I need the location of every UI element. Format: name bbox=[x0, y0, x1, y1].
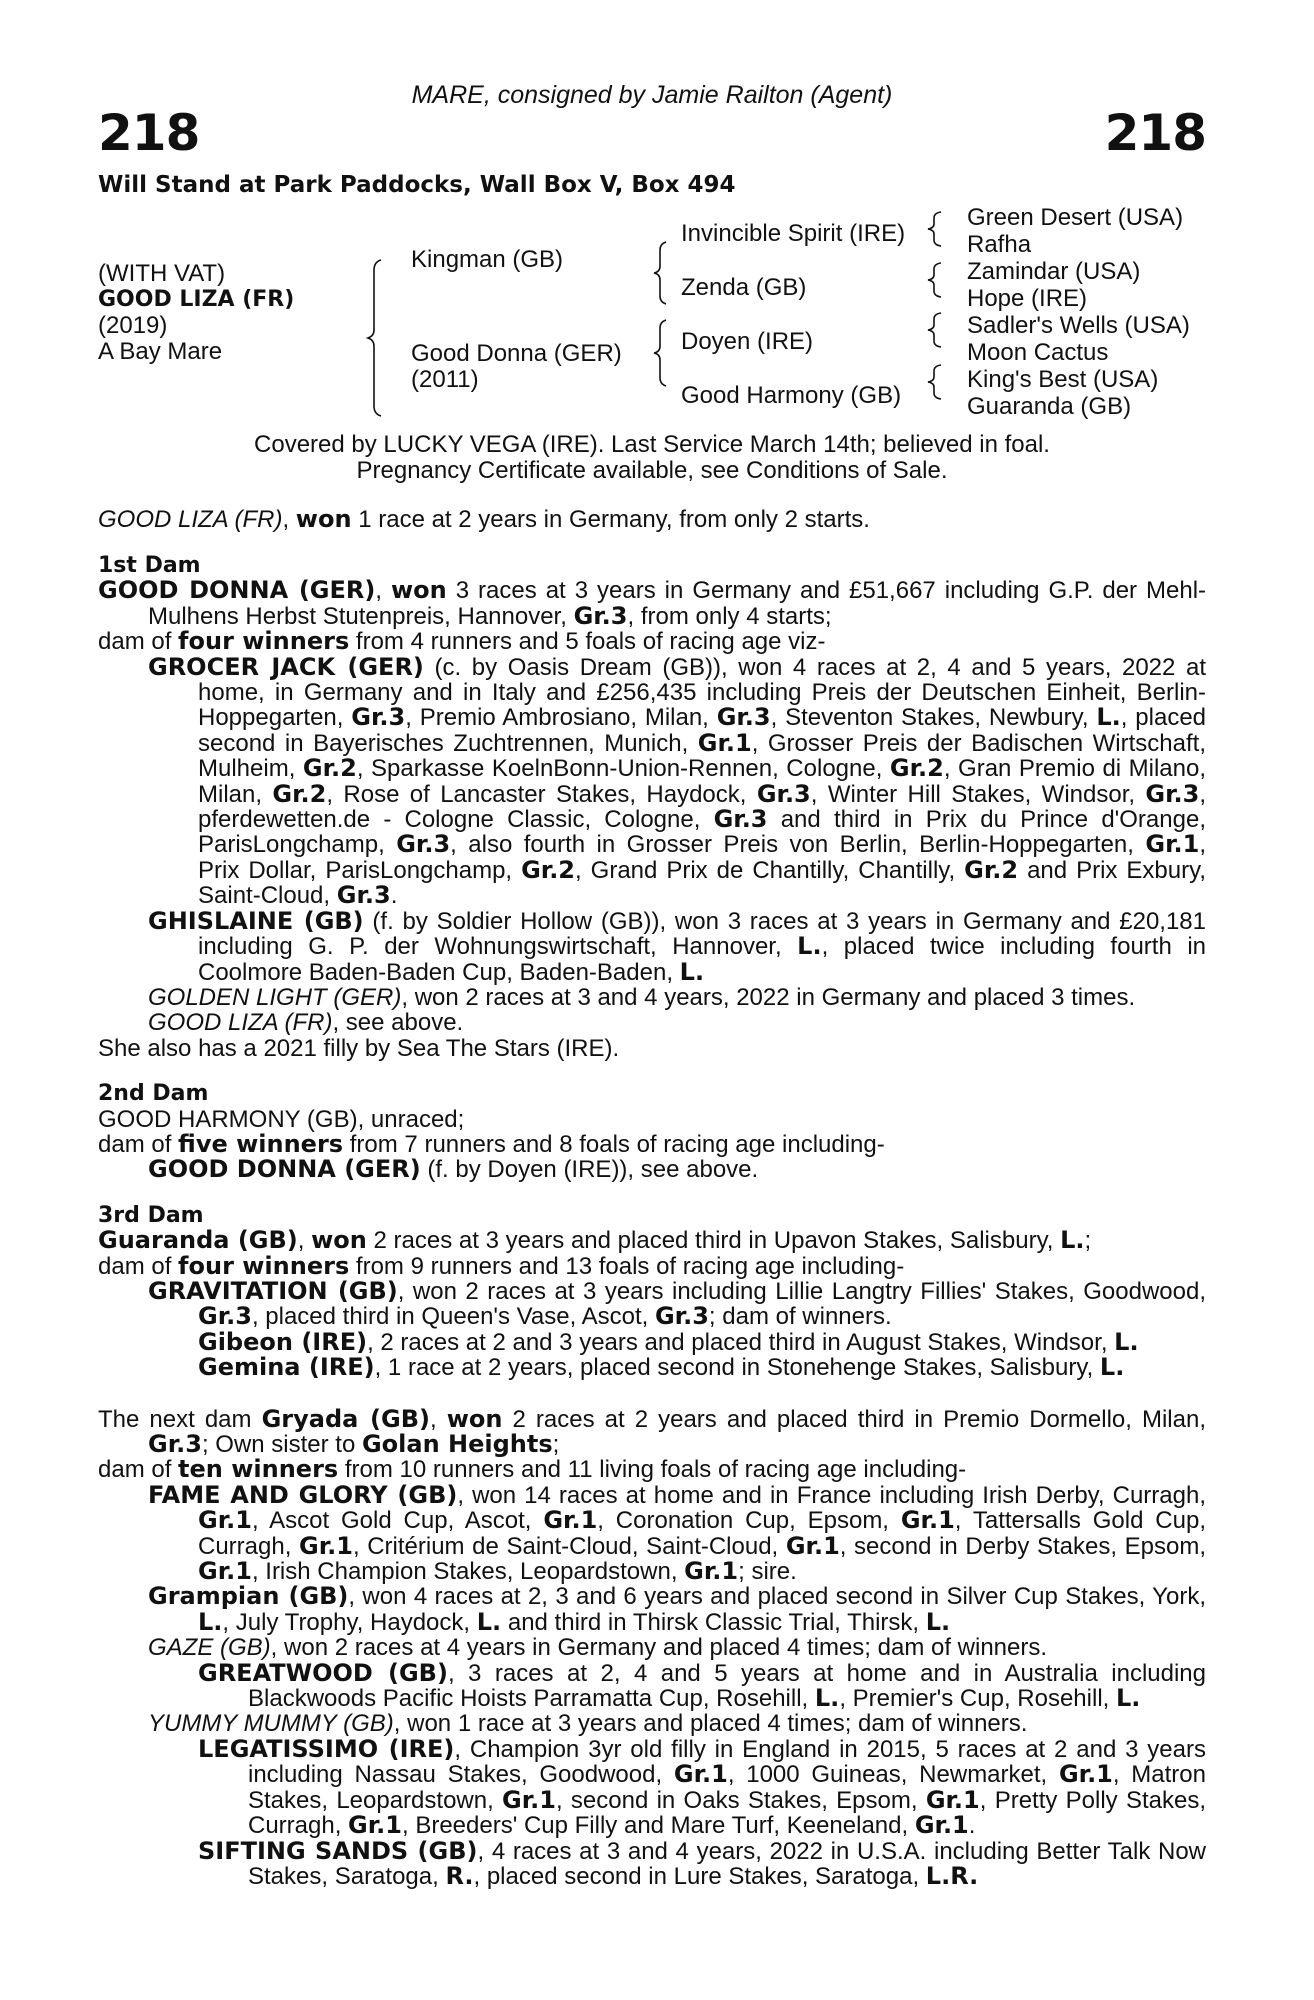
entry-text: , won 2 races at 4 years in Germany and placed 4 times; dam of winners. bbox=[270, 1634, 1048, 1662]
horse-name-bold: GOOD DONNA (GER) bbox=[98, 576, 376, 605]
grade: L. bbox=[1099, 1353, 1125, 1382]
entry-text: , from only 4 starts; bbox=[627, 602, 832, 630]
grade: Gr.1 bbox=[900, 1506, 955, 1535]
winners-count: four winners bbox=[178, 627, 350, 656]
horse-name: GOOD LIZA (FR) bbox=[98, 287, 295, 312]
entry-text: , pferdewetten.de - Cologne Classic, Cologne, bbox=[198, 780, 1207, 834]
entry-text: ; dam of winners. bbox=[708, 1303, 892, 1331]
pedigree-ssd: Rafha bbox=[967, 231, 1032, 258]
grade: Gr.1 bbox=[914, 1811, 969, 1840]
horse-description: A Bay Mare bbox=[98, 338, 223, 365]
entry-text: , 1000 Guineas, Newmarket, bbox=[727, 1761, 1059, 1789]
horse-name-bold: GRAVITATION (GB) bbox=[148, 1276, 398, 1305]
entry-text: from 10 runners and 11 living foals of racing age including- bbox=[338, 1456, 967, 1484]
covered-line-1: Covered by LUCKY VEGA (IRE). Last Service March 14th; believed in foal. bbox=[254, 431, 1050, 458]
grade: L. bbox=[925, 1607, 951, 1636]
entry-text: dam of bbox=[98, 628, 179, 656]
horse-name-italic: GOOD LIZA (FR) bbox=[148, 1009, 333, 1037]
grade: L. bbox=[814, 1684, 840, 1713]
entry-text: dam of bbox=[98, 1252, 179, 1280]
pedigree-dds: King's Best (USA) bbox=[967, 366, 1159, 393]
next-dam-section bbox=[98, 1404, 1207, 1890]
won-bold: won bbox=[446, 1404, 503, 1433]
entry-text: dam of bbox=[98, 1130, 179, 1158]
entry-text: (c. by Oasis Dream (GB)), won 4 races at 2, 4 and 5 years, 2022 at home, in Germany and in Italy and £256,435 including Preis der Deutschen Einheit, Berlin-Hoppegarten, bbox=[198, 653, 1206, 732]
pedigree-dam-dam: Good Harmony (GB) bbox=[681, 382, 902, 409]
entry-text: , Prix Dollar, ParisLongchamp, bbox=[198, 831, 1206, 884]
first-dam-section bbox=[98, 553, 1206, 1061]
grade: Gr.1 bbox=[1145, 830, 1200, 859]
entry-text: ; sire. bbox=[738, 1558, 797, 1586]
entry-text: , Critérium de Saint-Cloud, Saint-Cloud, bbox=[352, 1532, 786, 1560]
grade: Gr.3 bbox=[573, 601, 628, 630]
entry-text: from 4 runners and 5 foals of racing age viz- bbox=[349, 628, 826, 656]
entry-text: , Coronation Cup, Epsom, bbox=[597, 1507, 901, 1535]
produce-sifting-sands bbox=[98, 1836, 1206, 1890]
grade: Gr.3 bbox=[1145, 779, 1200, 808]
entry-text: , Grosser Preis der Badischen Wirtschaft, Mulheim, bbox=[198, 729, 1206, 783]
entry-text: 2 races at 2 years and placed third in Premio Dormello, Milan, bbox=[502, 1405, 1206, 1433]
third-dam-entry: Guaranda (GB), won 2 races at 3 years and placed third in Upavon Stakes, Salisbury, L.; bbox=[98, 1226, 1092, 1255]
produce-ghislaine bbox=[98, 906, 1207, 986]
pedigree-dam: Good Donna (GER) bbox=[411, 340, 622, 367]
pedigree-dam-sire: Doyen (IRE) bbox=[681, 328, 814, 355]
grade: Gr.3 bbox=[396, 830, 451, 859]
entry-text: , won 14 races at home and in France including Irish Derby, Curragh, bbox=[457, 1481, 1206, 1509]
horse-name-bold: Gryada (GB) bbox=[261, 1404, 430, 1433]
grade: Gr.2 bbox=[964, 855, 1019, 884]
second-dam-produce-line bbox=[98, 1129, 1206, 1158]
grade: Gr.2 bbox=[521, 855, 576, 884]
entry-text: , won 2 races at 3 and 4 years, 2022 in Germany and placed 3 times. bbox=[401, 983, 1136, 1011]
pedigree-sire: Kingman (GB) bbox=[411, 246, 564, 273]
lot-number-right: 218 bbox=[1104, 104, 1206, 162]
covered-note bbox=[98, 432, 1206, 484]
produce-good-donna bbox=[98, 1157, 1206, 1182]
entry-text: , Premio Ambrosiano, Milan, bbox=[405, 704, 717, 732]
horse-name-italic: GAZE (GB) bbox=[148, 1634, 271, 1662]
entry-text: . bbox=[390, 882, 398, 910]
pedigree-sire-sire: Invincible Spirit (IRE) bbox=[681, 220, 906, 247]
entry-text: . bbox=[968, 1812, 976, 1840]
entry-text: and Prix Exbury, Saint-Cloud, bbox=[198, 856, 1206, 910]
second-dam-entry: GOOD HARMONY (GB), unraced; bbox=[98, 1105, 465, 1133]
entry-text: , placed second in Bayerisches Zuchtrennen, Munich, bbox=[198, 704, 1207, 757]
entry-text: , won 1 race at 3 years and placed 4 times; dam of winners. bbox=[393, 1710, 1028, 1738]
produce-gemina bbox=[98, 1355, 1206, 1380]
summary-name: GOOD LIZA (FR) bbox=[98, 506, 283, 533]
won-bold: won bbox=[391, 576, 447, 605]
pedigree-sdd: Hope (IRE) bbox=[967, 285, 1088, 312]
third-dam-section bbox=[98, 1203, 1206, 1381]
entry-text: from 7 runners and 8 foals of racing age including- bbox=[343, 1130, 885, 1158]
entry-text: dam of bbox=[98, 1456, 179, 1484]
horse-name-bold: GROCER JACK (GER) bbox=[148, 652, 424, 681]
race-summary: GOOD LIZA (FR), won 1 race at 2 years in Germany, from only 2 starts. bbox=[98, 505, 870, 533]
grade: L. bbox=[198, 1607, 223, 1636]
grade: Gr.1 bbox=[299, 1531, 353, 1560]
winners-count: ten winners bbox=[178, 1455, 339, 1484]
lot-number-left: 218 bbox=[98, 104, 200, 162]
horse-name-bold: Grampian (GB) bbox=[148, 1582, 349, 1611]
entry-text: , placed twice including fourth in Coolmore Baden-Baden Cup, Baden-Baden, bbox=[198, 933, 1206, 986]
horse-year: (2019) bbox=[98, 312, 168, 339]
produce-golden-light bbox=[98, 985, 1206, 1010]
second-dam-heading: 2nd Dam bbox=[98, 1081, 209, 1107]
entry-text: , won 2 races at 3 years including Lillie Langtry Fillies' Stakes, Goodwood, bbox=[397, 1277, 1206, 1305]
entry-text: ; bbox=[552, 1431, 560, 1458]
grade: Gr.2 bbox=[272, 779, 327, 808]
grade: L. bbox=[1060, 1226, 1085, 1255]
pedigree-dss: Sadler's Wells (USA) bbox=[967, 312, 1190, 339]
lot-number-row bbox=[98, 104, 1206, 170]
produce-legatissimo bbox=[98, 1734, 1206, 1840]
grade: R. bbox=[445, 1861, 474, 1890]
horse-name-bold: GREATWOOD (GB) bbox=[198, 1658, 448, 1687]
entry-text: , see above. bbox=[332, 1009, 464, 1037]
entry-text: from 9 runners and 13 foals of racing age including- bbox=[349, 1252, 905, 1280]
grade: Gr.3 bbox=[198, 1302, 252, 1331]
third-dam-produce-line bbox=[98, 1251, 1206, 1280]
next-dam-produce-line bbox=[98, 1457, 1206, 1482]
horse-name-bold: Guaranda (GB) bbox=[98, 1226, 298, 1255]
horse-name-bold: GHISLAINE (GB) bbox=[148, 906, 364, 935]
grade: Gr.3 bbox=[716, 703, 771, 732]
horse-name-bold: LEGATISSIMO (IRE) bbox=[198, 1734, 455, 1763]
produce-gibeon bbox=[98, 1327, 1206, 1356]
covered-line-2: Pregnancy Certificate available, see Conditions of Sale. bbox=[356, 457, 948, 484]
grade: Gr.1 bbox=[697, 728, 752, 757]
grade: Gr.1 bbox=[348, 1811, 402, 1840]
stand-location: Will Stand at Park Paddocks, Wall Box V, Box 494 bbox=[98, 172, 736, 198]
summary-won: won bbox=[295, 505, 352, 533]
grade: Gr.1 bbox=[673, 1760, 728, 1789]
entry-text: ; Own sister to bbox=[201, 1431, 362, 1458]
first-dam-also: She also has a 2021 filly by Sea The Stars (IRE). bbox=[98, 1034, 620, 1062]
vat-label: (WITH VAT) bbox=[98, 260, 226, 287]
entry-text: , Ascot Gold Cup, Ascot, bbox=[251, 1507, 544, 1535]
grade: L. bbox=[476, 1607, 502, 1636]
entry-text: , Sparkasse KoelnBonn-Union-Rennen, Cologne, bbox=[356, 755, 890, 783]
entry-text: , placed second in Lure Stakes, Saratoga, bbox=[473, 1862, 926, 1890]
grade: L. bbox=[1096, 703, 1121, 732]
grade: Gr.1 bbox=[925, 1785, 980, 1814]
grade: Gr.1 bbox=[543, 1506, 598, 1535]
entry-text: , Gran Premio di Milano, Milan, bbox=[198, 755, 1207, 808]
consignor-line: MARE, consigned by Jamie Railton (Agent) bbox=[411, 81, 893, 109]
pedigree-dam-year: (2011) bbox=[411, 366, 479, 393]
grade: Gr.1 bbox=[684, 1557, 739, 1586]
grade: L.R. bbox=[925, 1861, 979, 1890]
entry-text: , Tattersalls Gold Cup, Curragh, bbox=[198, 1507, 1207, 1560]
entry-text: , Rose of Lancaster Stakes, Haydock, bbox=[326, 780, 757, 808]
pedigree-sss: Green Desert (USA) bbox=[967, 204, 1184, 231]
grade: Gr.3 bbox=[351, 703, 406, 732]
grade: L. bbox=[1114, 1327, 1139, 1356]
third-dam-heading: 3rd Dam bbox=[98, 1202, 204, 1228]
entry-text: , Winter Hill Stakes, Windsor, bbox=[810, 780, 1146, 808]
pedigree-table bbox=[98, 200, 1206, 428]
entry-text: 2 races at 3 years and placed third in Upavon Stakes, Salisbury, bbox=[366, 1227, 1061, 1255]
entry-text: , Premier's Cup, Rosehill, bbox=[839, 1685, 1116, 1713]
horse-name-bold: Golan Heights bbox=[361, 1430, 553, 1458]
entry-text: , Champion 3yr old filly in England in 2015, 5 races at 2 and 3 years including Nassau Stakes, Goodwood, bbox=[248, 1735, 1206, 1789]
entry-text: , Irish Champion Stakes, Leopardstown, bbox=[251, 1558, 685, 1586]
entry-text: , placed third in Queen's Vase, Ascot, bbox=[251, 1303, 655, 1331]
first-dam-entry: GOOD DONNA (GER), won 3 races at 3 years in Germany and £51,667 including G.P. der Mehl-Mulhens Herbst Stutenpreis, Hannover, Gr.3, from only 4 starts; bbox=[98, 576, 1207, 630]
grade: L. bbox=[679, 957, 705, 986]
entry-text: , Matron Stakes, Leopardstown, bbox=[248, 1761, 1206, 1814]
grade: L. bbox=[1115, 1684, 1141, 1713]
entry-text: 3 races at 3 years in Germany and £51,667 including G.P. der Mehl-Mulhens Herbst Stutenpreis, Hannover, bbox=[148, 577, 1207, 630]
produce-gravitation bbox=[98, 1276, 1206, 1331]
entry-text: , also fourth in Grosser Preis von Berlin, Berlin-Hoppegarten, bbox=[450, 831, 1146, 859]
produce-grampian bbox=[98, 1584, 1206, 1635]
horse-name-bold: SIFTING SANDS (GB) bbox=[198, 1836, 478, 1865]
winners-count: four winners bbox=[178, 1251, 350, 1280]
entry-text: (f. by Doyen (IRE)), see above. bbox=[420, 1156, 759, 1184]
produce-good-liza bbox=[98, 1010, 1206, 1035]
pedigree-sire-dam: Zenda (GB) bbox=[681, 274, 807, 301]
horse-name-italic: YUMMY MUMMY (GB) bbox=[148, 1710, 394, 1738]
entry-text: , won 4 races at 2, 3 and 6 years and placed second in Silver Cup Stakes, York, bbox=[348, 1583, 1206, 1611]
grade: Gr.1 bbox=[198, 1506, 252, 1535]
entry-text: , July Trophy, Haydock, bbox=[222, 1608, 477, 1636]
entry-text: and third in Prix du Prince d'Orange, ParisLongchamp, bbox=[198, 806, 1206, 859]
grade: Gr.3 bbox=[654, 1302, 709, 1331]
horse-name-bold: GOOD DONNA (GER) bbox=[148, 1155, 421, 1184]
entry-text: , 2 races at 2 and 3 years and placed third in August Stakes, Windsor, bbox=[367, 1328, 1115, 1356]
entry-text: , Breeders' Cup Filly and Mare Turf, Keeneland, bbox=[401, 1812, 915, 1840]
produce-gaze bbox=[98, 1635, 1206, 1660]
grade: Gr.3 bbox=[336, 881, 391, 910]
horse-name-bold: Gemina (IRE) bbox=[198, 1353, 375, 1382]
grade: Gr.3 bbox=[713, 805, 768, 834]
next-dam-entry: The next dam Gryada (GB), won 2 races at 2 years and placed third in Premio Dormello, Milan, Gr.3; Own sister to Golan Heights; bbox=[98, 1404, 1206, 1458]
entry-text: , Pretty Polly Stakes, Curragh, bbox=[248, 1786, 1206, 1840]
winners-count: five winners bbox=[178, 1129, 344, 1158]
grade: Gr.3 bbox=[756, 779, 811, 808]
first-dam-heading: 1st Dam bbox=[98, 553, 201, 578]
grade: Gr.3 bbox=[148, 1430, 202, 1458]
produce-yummy-mummy bbox=[98, 1711, 1206, 1736]
summary-rest: 1 race at 2 years in Germany, from only 2 starts. bbox=[351, 506, 870, 533]
won-bold: won bbox=[311, 1226, 367, 1255]
grade: Gr.1 bbox=[502, 1785, 556, 1814]
produce-greatwood bbox=[98, 1658, 1207, 1713]
horse-name-italic: GOLDEN LIGHT (GER) bbox=[148, 983, 402, 1011]
entry-text: ; bbox=[1084, 1227, 1092, 1255]
entry-text: The next dam bbox=[98, 1405, 262, 1433]
entry-text: (f. by Soldier Hollow (GB)), won 3 races at 3 years in Germany and £20,181 including G. P. der Wohnungswirtschaft, Hannover, bbox=[198, 907, 1207, 961]
grade: Gr.2 bbox=[302, 754, 357, 783]
grade: Gr.1 bbox=[198, 1557, 252, 1586]
horse-name-bold: Gibeon (IRE) bbox=[198, 1327, 368, 1356]
pedigree-sds: Zamindar (USA) bbox=[967, 258, 1141, 285]
produce-fame-and-glory bbox=[98, 1480, 1207, 1586]
first-dam-produce-line bbox=[98, 629, 1206, 654]
pedigree-ddd: Guaranda (GB) bbox=[967, 393, 1132, 420]
second-dam-section bbox=[98, 1081, 1206, 1183]
entry-text: , 4 races at 3 and 4 years, 2022 in U.S.A. including Better Talk Now Stakes, Saratoga, bbox=[248, 1837, 1206, 1890]
entry-text: , 3 races at 2, 4 and 5 years at home and in Australia including Blackwoods Pacific Hoists Parramatta Cup, Rosehill, bbox=[248, 1659, 1207, 1713]
horse-name-bold: FAME AND GLORY (GB) bbox=[148, 1480, 458, 1509]
grade: Gr.1 bbox=[785, 1531, 840, 1560]
grade: Gr.1 bbox=[1058, 1760, 1113, 1789]
entry-text: , 1 race at 2 years, placed second in Stonehenge Stakes, Salisbury, bbox=[374, 1354, 1100, 1382]
grade: L. bbox=[797, 932, 822, 961]
entry-text: , Steventon Stakes, Newbury, bbox=[770, 704, 1097, 732]
entry-text: , second in Derby Stakes, Epsom, bbox=[839, 1532, 1207, 1560]
entry-text: , Grand Prix de Chantilly, Chantilly, bbox=[575, 856, 965, 884]
entry-text: , second in Oaks Stakes, Epsom, bbox=[555, 1786, 926, 1814]
pedigree-dsd: Moon Cactus bbox=[967, 339, 1109, 366]
catalogue-page bbox=[98, 80, 1206, 1889]
grade: Gr.2 bbox=[889, 754, 944, 783]
entry-text: and third in Thirsk Classic Trial, Thirsk, bbox=[501, 1608, 926, 1636]
produce-grocer-jack bbox=[98, 652, 1207, 910]
